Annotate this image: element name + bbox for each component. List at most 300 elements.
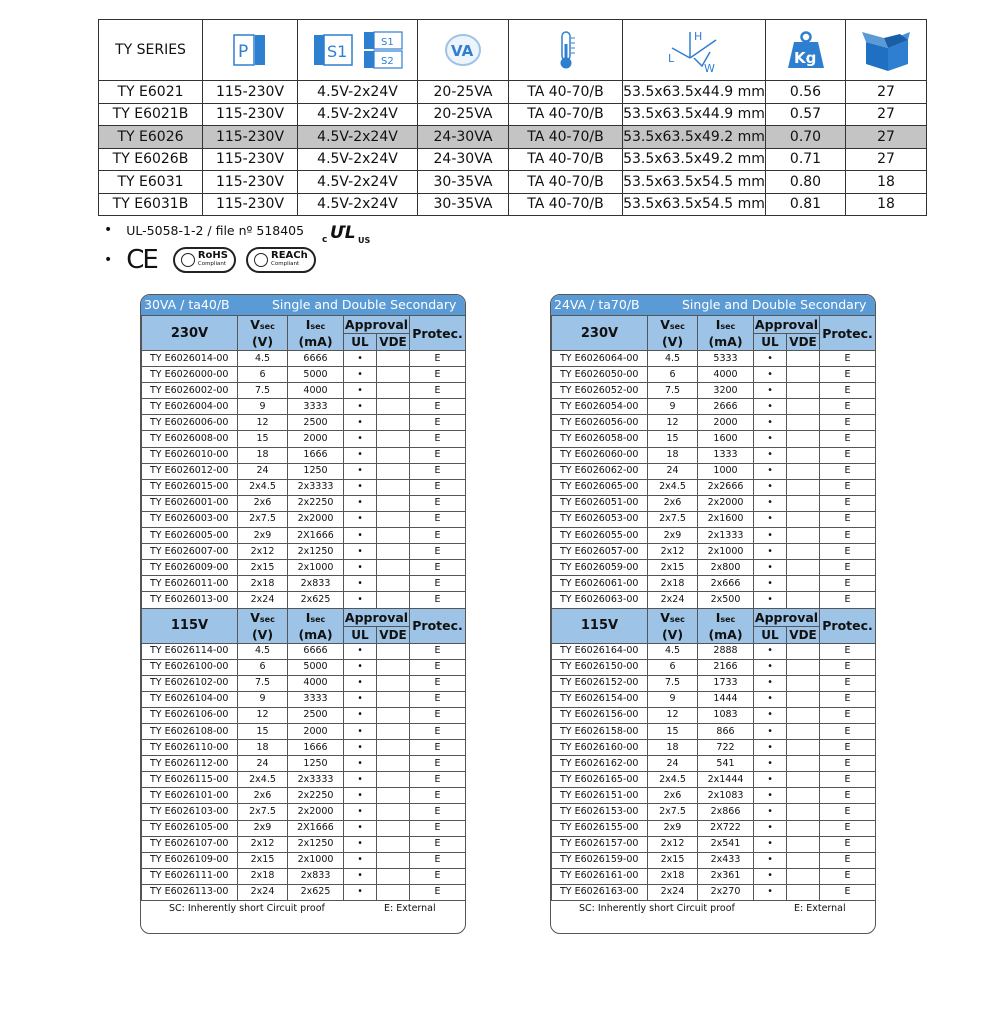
vde-approval (377, 788, 410, 804)
vsec-value: 4.5 (648, 643, 698, 659)
ul-approval: • (344, 431, 377, 447)
vde-approval (787, 723, 820, 739)
isec-value: 722 (698, 740, 754, 756)
vsec-value: 2x6 (238, 495, 288, 511)
table-row (552, 772, 876, 788)
part-code: TY E6026109-00 (142, 852, 238, 868)
vde-approval (377, 415, 410, 431)
part-code: TY E6026113-00 (142, 884, 238, 900)
table-row (552, 804, 876, 820)
table-row (552, 463, 876, 479)
secondary-2-label: S2 (380, 56, 394, 67)
rohs-check-icon (181, 253, 195, 267)
series-header-label: TY SERIES (99, 20, 203, 81)
part-code: TY E6026008-00 (142, 431, 238, 447)
isec-value: 2666 (698, 399, 754, 415)
ul-approval: • (754, 675, 787, 691)
protection-value: E (820, 592, 876, 608)
table-row (552, 884, 876, 900)
ul-approval: • (754, 659, 787, 675)
series-cell: 0.56 (766, 81, 846, 104)
isec-value: 2x666 (698, 576, 754, 592)
ul-approval: • (754, 772, 787, 788)
approval-header: Approval (344, 317, 409, 332)
series-cell: 115-230V (203, 171, 298, 194)
ul-header: UL (754, 626, 787, 643)
series-cell: 20-25VA (418, 81, 509, 104)
voltage-header: 115V (552, 608, 648, 643)
table-row (552, 675, 876, 691)
part-code: TY E6026164-00 (552, 643, 648, 659)
vsec-unit: (V) (661, 626, 684, 642)
vsec-value: 2x12 (648, 836, 698, 852)
vde-approval (377, 723, 410, 739)
rohs-label: RoHS (197, 250, 229, 261)
series-cell: 18 (846, 193, 927, 216)
vde-approval (787, 820, 820, 836)
table-row (552, 447, 876, 463)
isec-value: 1250 (288, 756, 344, 772)
part-code: TY E6026064-00 (552, 351, 648, 367)
vsec-value: 2x4.5 (238, 772, 288, 788)
double-secondary-icon (363, 31, 403, 69)
ul-approval: • (754, 788, 787, 804)
isec-header (698, 608, 754, 643)
part-code: TY E6026010-00 (142, 447, 238, 463)
approval-header: Approval (344, 609, 409, 625)
svg-text:c: c (322, 235, 328, 245)
series-cell: TA 40-70/B (509, 81, 623, 104)
table-header-row (552, 316, 876, 334)
part-code: TY E6026009-00 (142, 560, 238, 576)
protection-value: E (820, 868, 876, 884)
vsec-letter: V (660, 609, 670, 625)
ul-approval: • (754, 431, 787, 447)
protection-value: E (820, 399, 876, 415)
vde-approval (787, 463, 820, 479)
approval-header: Approval (754, 317, 819, 332)
protection-value: E (820, 675, 876, 691)
part-code: TY E6026054-00 (552, 399, 648, 415)
table-row (142, 804, 466, 820)
series-cell: 115-230V (203, 126, 298, 149)
table-row (552, 399, 876, 415)
isec-value: 1083 (698, 707, 754, 723)
vsec-header (238, 608, 288, 643)
isec-value: 2x1000 (288, 560, 344, 576)
vde-approval (377, 820, 410, 836)
vde-approval (377, 643, 410, 659)
series-body (99, 81, 927, 216)
protection-value: E (410, 884, 466, 900)
vde-approval (377, 884, 410, 900)
table-row (552, 576, 876, 592)
series-cell: 4.5V-2x24V (298, 148, 418, 171)
vde-header: VDE (377, 626, 410, 643)
ul-approval: • (344, 643, 377, 659)
vde-approval (377, 479, 410, 495)
isec-unit: (mA) (708, 334, 743, 349)
series-cell: TA 40-70/B (509, 171, 623, 194)
table-row (552, 528, 876, 544)
series-cell: 30-35VA (418, 193, 509, 216)
vde-approval (377, 495, 410, 511)
panel-footnote (551, 901, 875, 917)
part-code: TY E6026111-00 (142, 868, 238, 884)
part-code: TY E6026163-00 (552, 884, 648, 900)
part-code: TY E6026060-00 (552, 447, 648, 463)
series-cell: TY E6021 (99, 81, 203, 104)
ul-approval: • (754, 884, 787, 900)
table-row (142, 836, 466, 852)
isec-value: 2x2666 (698, 479, 754, 495)
ul-listed-mark (322, 223, 374, 248)
part-code: TY E6026003-00 (142, 511, 238, 527)
series-cell: 4.5V-2x24V (298, 171, 418, 194)
series-cell: 18 (846, 171, 927, 194)
isec-value: 2888 (698, 643, 754, 659)
vde-header: VDE (787, 334, 820, 351)
voltage-header: 230V (552, 316, 648, 351)
isec-value: 2x1444 (698, 772, 754, 788)
protec-header: Protec. (820, 608, 876, 643)
table-row (552, 415, 876, 431)
vde-approval (787, 756, 820, 772)
protection-value: E (820, 495, 876, 511)
isec-value: 2x2000 (288, 804, 344, 820)
vde-approval (377, 868, 410, 884)
vsec-letter: V (660, 317, 670, 332)
part-code: TY E6026011-00 (142, 576, 238, 592)
ul-approval: • (754, 756, 787, 772)
ul-approval: • (754, 447, 787, 463)
isec-value: 1600 (698, 431, 754, 447)
isec-value: 2X1666 (288, 528, 344, 544)
part-code: TY E6026155-00 (552, 820, 648, 836)
vsec-value: 2x9 (648, 820, 698, 836)
vsec-value: 2x15 (238, 852, 288, 868)
vde-approval (787, 675, 820, 691)
table-row (142, 868, 466, 884)
vsec-value: 4.5 (238, 643, 288, 659)
table-row (552, 740, 876, 756)
table-row (142, 691, 466, 707)
isec-value: 3333 (288, 691, 344, 707)
ul-approval: • (344, 868, 377, 884)
vsec-header (648, 316, 698, 351)
svg-text:US: US (358, 236, 371, 245)
table-header-row (142, 316, 466, 334)
vsec-value: 7.5 (238, 383, 288, 399)
isec-unit: (mA) (298, 334, 333, 349)
vde-approval (787, 560, 820, 576)
ul-approval: • (344, 756, 377, 772)
panel-subtitle: Single and Double Secondary (272, 297, 457, 312)
table-row (142, 788, 466, 804)
vsec-value: 7.5 (238, 675, 288, 691)
isec-letter: I (305, 609, 311, 625)
table-row (552, 659, 876, 675)
protection-value: E (410, 367, 466, 383)
ul-approval: • (344, 707, 377, 723)
series-cell: 0.70 (766, 126, 846, 149)
table-row (142, 544, 466, 560)
vsec-value: 12 (648, 707, 698, 723)
isec-value: 5000 (288, 367, 344, 383)
protection-value: E (410, 511, 466, 527)
protection-value: E (410, 431, 466, 447)
vsec-value: 2x12 (238, 836, 288, 852)
ul-approval: • (344, 447, 377, 463)
protection-value: E (410, 544, 466, 560)
series-cell: 115-230V (203, 81, 298, 104)
ce-mark: CE (126, 245, 157, 275)
part-code: TY E6026057-00 (552, 544, 648, 560)
ul-approval: • (754, 495, 787, 511)
ul-approval: • (754, 560, 787, 576)
part-code: TY E6026102-00 (142, 675, 238, 691)
isec-value: 3200 (698, 383, 754, 399)
series-cell: TY E6031 (99, 171, 203, 194)
ul-approval: • (754, 723, 787, 739)
table-row (142, 463, 466, 479)
vde-approval (787, 592, 820, 608)
vsec-value: 18 (238, 740, 288, 756)
table-row (142, 707, 466, 723)
table-row (552, 367, 876, 383)
part-code: TY E6026007-00 (142, 544, 238, 560)
vsec-value: 18 (238, 447, 288, 463)
part-code: TY E6026150-00 (552, 659, 648, 675)
isec-value: 2X1666 (288, 820, 344, 836)
vde-header: VDE (787, 626, 820, 643)
protection-value: E (410, 852, 466, 868)
protection-value: E (410, 415, 466, 431)
ul-approval: • (344, 544, 377, 560)
vde-approval (787, 351, 820, 367)
part-code: TY E6026112-00 (142, 756, 238, 772)
isec-value: 5333 (698, 351, 754, 367)
part-code: TY E6026063-00 (552, 592, 648, 608)
package-box-icon (860, 28, 912, 72)
isec-value: 2x2000 (288, 511, 344, 527)
isec-value: 1000 (698, 463, 754, 479)
vde-approval (787, 431, 820, 447)
rohs-badge (173, 247, 236, 273)
protec-header: Protec. (820, 316, 876, 351)
isec-value: 2000 (288, 431, 344, 447)
isec-value: 3333 (288, 399, 344, 415)
voltage-header: 230V (142, 316, 238, 351)
series-cell: TY E6026B (99, 148, 203, 171)
vde-approval (377, 399, 410, 415)
table-row (142, 740, 466, 756)
vde-approval (377, 511, 410, 527)
isec-sub: sec (720, 322, 736, 331)
vsec-value: 24 (648, 463, 698, 479)
table-row (142, 367, 466, 383)
vsec-value: 15 (648, 431, 698, 447)
isec-value: 2x833 (288, 576, 344, 592)
vde-approval (377, 772, 410, 788)
vsec-value: 2x7.5 (648, 511, 698, 527)
vde-approval (787, 659, 820, 675)
vsec-header (648, 608, 698, 643)
bullet: • (104, 222, 113, 238)
isec-value: 2x1250 (288, 544, 344, 560)
vde-approval (377, 367, 410, 383)
table-row (552, 479, 876, 495)
part-code: TY E6026058-00 (552, 431, 648, 447)
table-row (142, 479, 466, 495)
panel-title: 24VA / ta70/B (554, 297, 640, 312)
table-row (142, 723, 466, 739)
ul-approval: • (344, 691, 377, 707)
isec-value: 2500 (288, 707, 344, 723)
isec-value: 1250 (288, 463, 344, 479)
ul-file-text: UL-5058-1-2 / file nº 518405 (126, 222, 305, 238)
ul-approval: • (754, 820, 787, 836)
vsec-value: 2x6 (238, 788, 288, 804)
ul-approval: • (344, 415, 377, 431)
table-row (142, 431, 466, 447)
ul-approval: • (754, 707, 787, 723)
vsec-value: 2x6 (648, 788, 698, 804)
vsec-value: 4.5 (238, 351, 288, 367)
series-cell: 53.5x63.5x44.9 mm (623, 103, 766, 126)
isec-value: 2x500 (698, 592, 754, 608)
table-row (142, 592, 466, 608)
isec-sub: sec (310, 322, 326, 331)
isec-value: 2x866 (698, 804, 754, 820)
vde-approval (787, 868, 820, 884)
vde-approval (377, 740, 410, 756)
table-row (142, 756, 466, 772)
vsec-value: 2x12 (238, 544, 288, 560)
isec-value: 4000 (698, 367, 754, 383)
part-code: TY E6026161-00 (552, 868, 648, 884)
ul-approval: • (344, 511, 377, 527)
ul-approval: • (754, 415, 787, 431)
protection-value: E (820, 772, 876, 788)
isec-value: 2x1600 (698, 511, 754, 527)
isec-header (288, 608, 344, 643)
isec-header (698, 316, 754, 351)
secondary-1-label: S1 (380, 37, 394, 48)
vde-approval (787, 804, 820, 820)
protection-value: E (820, 511, 876, 527)
ul-approval: • (344, 479, 377, 495)
vsec-header (238, 316, 288, 351)
vde-approval (377, 804, 410, 820)
series-cell: 0.80 (766, 171, 846, 194)
isec-value: 1733 (698, 675, 754, 691)
vde-approval (787, 511, 820, 527)
vde-approval (377, 447, 410, 463)
series-cell: 4.5V-2x24V (298, 126, 418, 149)
protection-value: E (410, 351, 466, 367)
series-cell: TA 40-70/B (509, 193, 623, 216)
vde-approval (377, 431, 410, 447)
vsec-value: 12 (648, 415, 698, 431)
kg-label: Kg (793, 49, 816, 67)
protection-value: E (820, 351, 876, 367)
isec-value: 2x1333 (698, 528, 754, 544)
vde-approval (787, 367, 820, 383)
panel-header (551, 295, 875, 315)
vsec-value: 2x4.5 (648, 772, 698, 788)
panel-subtitle: Single and Double Secondary (682, 297, 867, 312)
protection-value: E (820, 836, 876, 852)
isec-unit: (mA) (708, 626, 743, 642)
protection-value: E (410, 528, 466, 544)
reach-badge (246, 247, 316, 273)
series-cell: 53.5x63.5x49.2 mm (623, 126, 766, 149)
ul-approval: • (754, 740, 787, 756)
protection-value: E (820, 884, 876, 900)
ul-approval: • (344, 560, 377, 576)
ul-approval: • (344, 592, 377, 608)
ul-approval: • (754, 544, 787, 560)
table-row (552, 723, 876, 739)
series-cell: 115-230V (203, 193, 298, 216)
isec-letter: I (715, 317, 721, 332)
part-code: TY E6026100-00 (142, 659, 238, 675)
protection-value: E (410, 675, 466, 691)
ul-approval: • (344, 399, 377, 415)
ul-approval: • (344, 659, 377, 675)
table-row (142, 511, 466, 527)
part-code: TY E6026051-00 (552, 495, 648, 511)
vsec-value: 18 (648, 447, 698, 463)
ul-approval: • (754, 643, 787, 659)
vsec-value: 2x24 (648, 592, 698, 608)
part-code: TY E6026059-00 (552, 560, 648, 576)
protection-value: E (820, 691, 876, 707)
vde-approval (377, 528, 410, 544)
protection-value: E (410, 691, 466, 707)
footnote-e: E: External (794, 903, 846, 914)
vsec-value: 2x18 (238, 576, 288, 592)
series-cell: 4.5V-2x24V (298, 193, 418, 216)
protection-value: E (410, 707, 466, 723)
protection-value: E (410, 643, 466, 659)
protection-value: E (410, 447, 466, 463)
vsec-value: 2x15 (648, 852, 698, 868)
vsec-sub: sec (669, 322, 685, 331)
table-row (142, 659, 466, 675)
isec-value: 2x433 (698, 852, 754, 868)
series-cell: 115-230V (203, 148, 298, 171)
footnote-e: E: External (384, 903, 436, 914)
protection-value: E (410, 756, 466, 772)
secondary-label: S1 (326, 42, 347, 61)
series-cell: 4.5V-2x24V (298, 103, 418, 126)
vsec-value: 6 (238, 367, 288, 383)
ul-approval: • (754, 383, 787, 399)
isec-unit: (mA) (298, 626, 333, 642)
isec-value: 4000 (288, 383, 344, 399)
protection-value: E (410, 788, 466, 804)
ul-approval: • (344, 804, 377, 820)
dim-w: W (704, 62, 715, 72)
vsec-value: 15 (238, 431, 288, 447)
protection-value: E (820, 852, 876, 868)
table-row (552, 544, 876, 560)
part-code: TY E6026152-00 (552, 675, 648, 691)
ul-approval: • (754, 592, 787, 608)
vsec-value: 4.5 (648, 351, 698, 367)
